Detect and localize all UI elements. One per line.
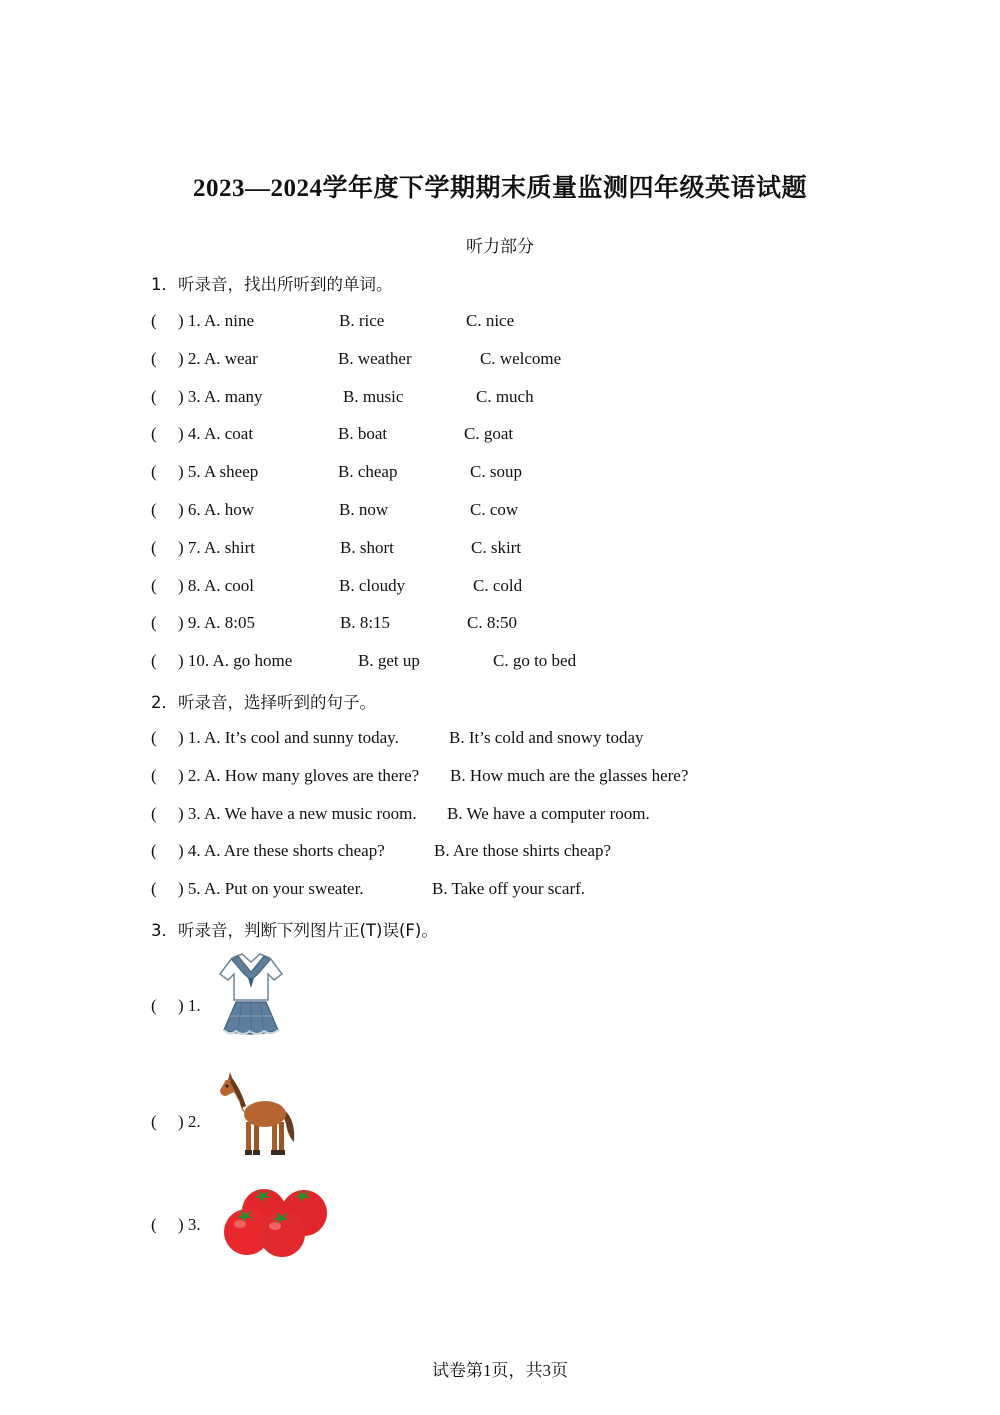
page-footer: 试卷第1页，共3页 [432, 1361, 568, 1380]
section-subtitle: 听力部分 [466, 237, 534, 257]
question-option-a: ) 8. A. cool [178, 576, 255, 595]
question-option-c: C. goat [464, 424, 514, 443]
question-option-b: B. weather [338, 349, 412, 368]
answer-blank[interactable]: ( [151, 766, 157, 785]
question-option-b: B. boat [338, 424, 388, 443]
answer-blank[interactable]: ( [151, 613, 157, 632]
horse-icon [216, 1066, 300, 1160]
question-option-c: C. skirt [471, 538, 522, 557]
answer-blank[interactable]: ( [151, 500, 157, 519]
question-option-a: ) 9. A. 8:05 [178, 613, 255, 632]
question-option-c: C. soup [470, 462, 522, 481]
question-option-a: ) 10. A. go home [178, 651, 293, 670]
section-1-heading: 1．听录音，找出所听到的单词。 [151, 275, 393, 294]
question-option-c: C. much [476, 387, 534, 406]
answer-blank[interactable]: ( [151, 841, 157, 860]
answer-blank[interactable]: ( [151, 1112, 157, 1131]
question-option-c: C. nice [466, 311, 515, 330]
tomatoes-icon [218, 1184, 330, 1258]
answer-blank[interactable]: ( [151, 996, 157, 1015]
question-option-a: ) 1. A. It’s cool and sunny today. [178, 728, 399, 747]
question-option-b: B. now [339, 500, 389, 519]
question-option-b: B. music [343, 387, 404, 406]
answer-blank[interactable]: ( [151, 728, 157, 747]
question-option-c: C. welcome [480, 349, 562, 368]
question-option-b: B. Take off your scarf. [432, 879, 586, 898]
question-option-b: B. rice [339, 311, 385, 330]
answer-blank[interactable]: ( [151, 879, 157, 898]
answer-blank[interactable]: ( [151, 387, 157, 406]
question-option-c: C. go to bed [493, 651, 577, 670]
question-option-a: ) 3. A. We have a new music room. [178, 804, 417, 823]
section-3-heading: 3．听录音，判断下列图片正(T)误(F)。 [151, 921, 438, 940]
answer-blank[interactable]: ( [151, 349, 157, 368]
question-option-a: ) 2. A. How many gloves are there? [178, 766, 420, 785]
question-option-a: ) 7. A. shirt [178, 538, 255, 557]
question-option-b: B. We have a computer room. [447, 804, 650, 823]
question-option-b: B. It’s cold and snowy today [449, 728, 644, 747]
question-option-a: ) 5. A sheep [178, 462, 259, 481]
answer-blank[interactable]: ( [151, 804, 157, 823]
answer-blank[interactable]: ( [151, 424, 157, 443]
question-option-a: ) 4. A. Are these shorts cheap? [178, 841, 385, 860]
question-number: ) 1. [178, 996, 201, 1015]
question-option-b: B. short [340, 538, 394, 557]
question-option-b: B. How much are the glasses here? [450, 766, 689, 785]
question-option-b: B. Are those shirts cheap? [434, 841, 612, 860]
answer-blank[interactable]: ( [151, 576, 157, 595]
question-option-b: B. cloudy [339, 576, 406, 595]
question-option-c: C. cow [470, 500, 519, 519]
school-uniform-icon [216, 950, 286, 1038]
question-number: ) 3. [178, 1215, 201, 1234]
question-option-a: ) 4. A. coat [178, 424, 254, 443]
answer-blank[interactable]: ( [151, 538, 157, 557]
question-option-a: ) 3. A. many [178, 387, 263, 406]
question-option-a: ) 6. A. how [178, 500, 255, 519]
question-option-c: C. 8:50 [467, 613, 518, 632]
answer-blank[interactable]: ( [151, 311, 157, 330]
question-option-b: B. get up [358, 651, 420, 670]
answer-blank[interactable]: ( [151, 462, 157, 481]
question-option-b: B. 8:15 [340, 613, 391, 632]
question-number: ) 2. [178, 1112, 201, 1131]
question-option-a: ) 2. A. wear [178, 349, 258, 368]
answer-blank[interactable]: ( [151, 651, 157, 670]
page-title: 2023—2024学年度下学期期末质量监测四年级英语试题 [192, 175, 807, 202]
section-2-heading: 2．听录音，选择听到的句子。 [151, 693, 376, 712]
question-option-b: B. cheap [338, 462, 398, 481]
question-option-a: ) 5. A. Put on your sweater. [178, 879, 364, 898]
question-option-a: ) 1. A. nine [178, 311, 255, 330]
question-option-c: C. cold [473, 576, 523, 595]
answer-blank[interactable]: ( [151, 1215, 157, 1234]
